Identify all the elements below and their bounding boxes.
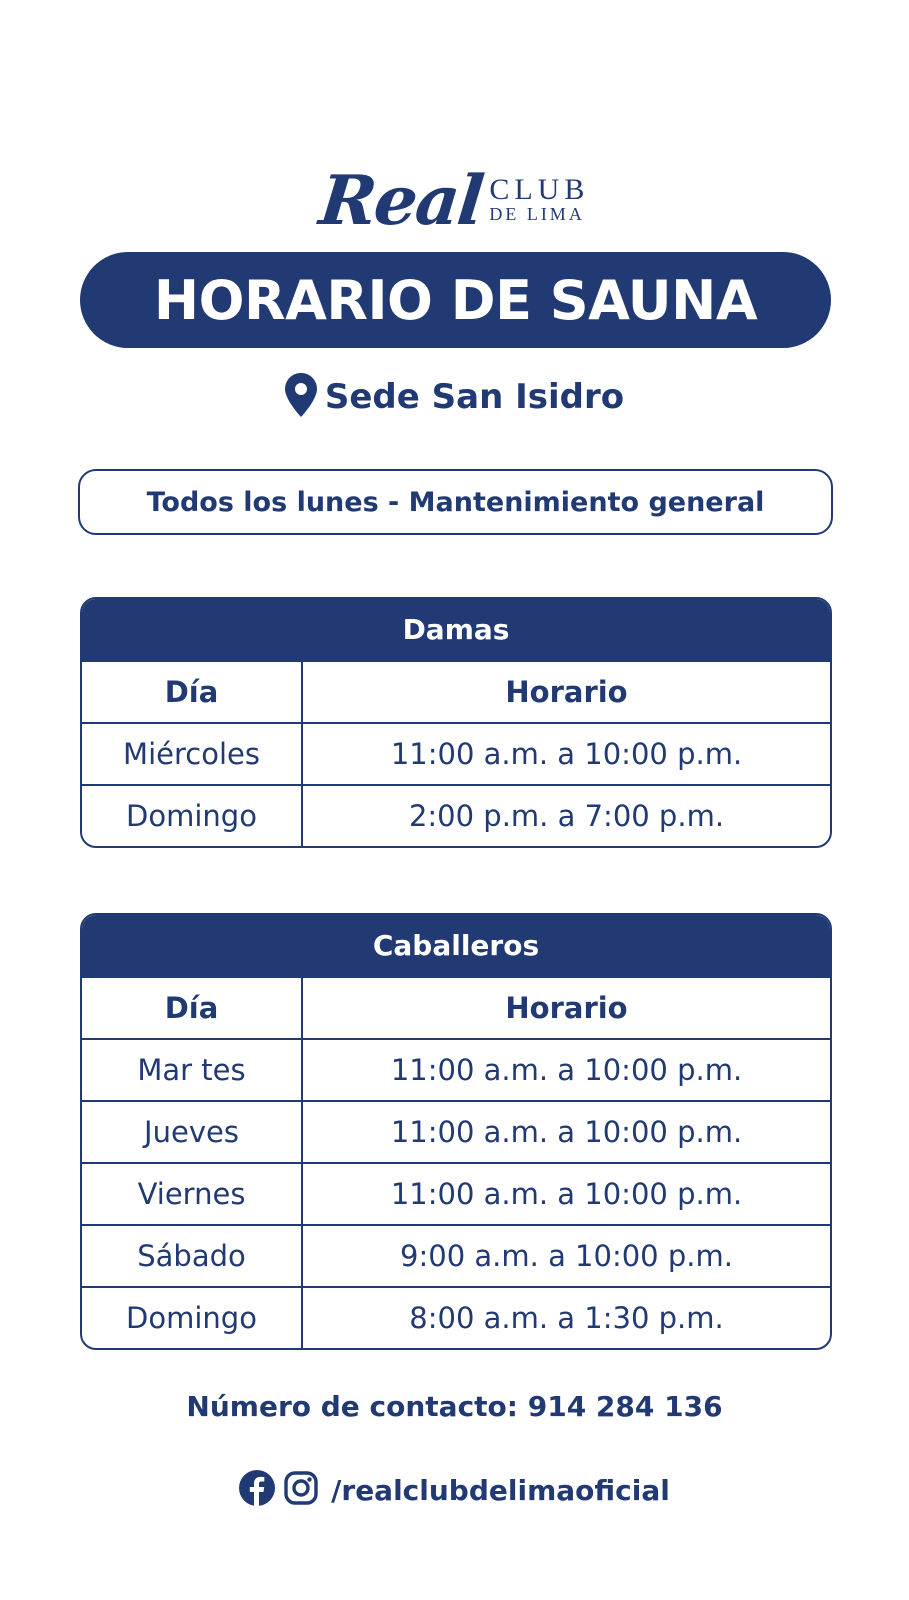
damas-col-day-header: Día (82, 662, 303, 722)
time-cell: 11:00 a.m. a 10:00 p.m. (390, 737, 743, 771)
table-row (82, 1162, 830, 1224)
caballeros-table-title: Caballeros (82, 915, 830, 976)
day-cell: Jueves (82, 1102, 303, 1162)
logo-wordmark (489, 175, 589, 223)
maintenance-notice (78, 469, 833, 535)
club-logo (0, 140, 909, 241)
social-handle[interactable]: /realclubdelimaoficial (331, 1473, 670, 1507)
location-label: Sede San Isidro (324, 377, 625, 417)
time-cell: 8:00 a.m. a 1:30 p.m. (409, 1301, 724, 1335)
damas-table-title: Damas (82, 599, 830, 660)
title-banner (80, 252, 831, 348)
logo-script-text: Real (315, 161, 486, 241)
table-row (82, 1286, 830, 1348)
logo-lima-text: DE LIMA (489, 204, 585, 224)
caballeros-header-row (82, 976, 830, 1038)
instagram-icon[interactable] (283, 1470, 319, 1510)
table-row (82, 1224, 830, 1286)
day-cell: Sábado (82, 1226, 303, 1286)
table-row (82, 1038, 830, 1100)
time-cell: 9:00 a.m. a 10:00 p.m. (400, 1239, 733, 1273)
damas-header-row (82, 660, 830, 722)
time-cell: 2:00 p.m. a 7:00 p.m. (408, 799, 725, 833)
map-pin-icon (285, 373, 317, 421)
time-cell: 11:00 a.m. a 10:00 p.m. (390, 1177, 743, 1211)
social-line (0, 1468, 909, 1512)
table-row (82, 784, 830, 846)
caballeros-col-day-header: Día (82, 978, 303, 1038)
facebook-icon[interactable] (239, 1470, 275, 1510)
day-cell: Mar tes (82, 1040, 303, 1100)
day-cell: Viernes (82, 1164, 303, 1224)
day-cell: Domingo (82, 786, 303, 846)
caballeros-col-time-header: Horario (505, 991, 628, 1025)
table-row (82, 1100, 830, 1162)
logo-club-text: CLUB (489, 173, 590, 206)
notice-text: Todos los lunes - Mantenimiento general (146, 486, 765, 518)
day-cell: Miércoles (82, 724, 303, 784)
caballeros-schedule-table (80, 913, 832, 1350)
damas-col-time-header: Horario (505, 675, 628, 709)
time-cell: 11:00 a.m. a 10:00 p.m. (390, 1115, 743, 1149)
day-cell: Domingo (82, 1288, 303, 1348)
page-title: HORARIO DE SAUNA (153, 268, 758, 332)
damas-schedule-table (80, 597, 832, 848)
table-row (82, 722, 830, 784)
location-line (0, 372, 909, 422)
time-cell: 11:00 a.m. a 10:00 p.m. (390, 1053, 743, 1087)
contact-number: Número de contacto: 914 284 136 (186, 1390, 723, 1423)
